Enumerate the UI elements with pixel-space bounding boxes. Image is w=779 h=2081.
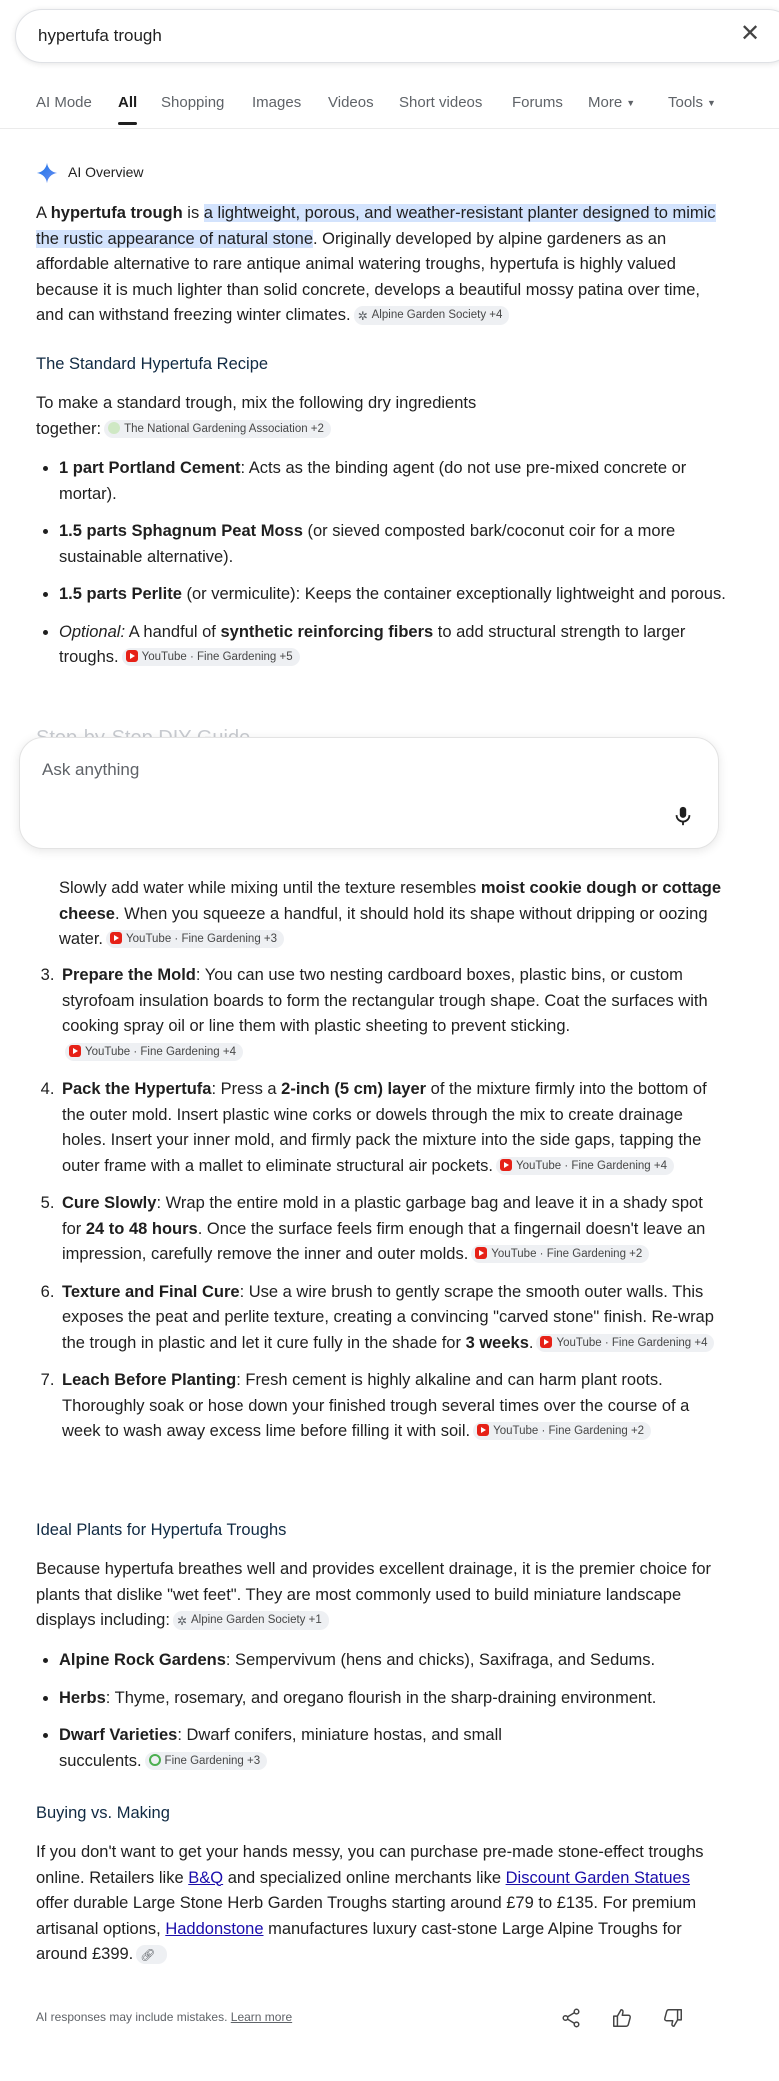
link-icon: 🔗︎ <box>140 1948 156 1962</box>
source-chip-label: Fine Gardening +3 <box>164 1754 261 1767</box>
step-text: : Use a wire brush to gently scrape the smooth outer walls. This exposes the peat and perlite texture, creating a convincing "carved stone" finish. Re-wrap the trough in plastic and let it cure fully in the shade for <box>62 1282 714 1352</box>
step-bold: 3 weeks <box>465 1333 529 1352</box>
step-text: . When you squeeze a handful, it should hold its shape without dripping or oozing water. <box>59 904 708 948</box>
item-text: : Sempervivum (hens and chicks), Saxifraga, and Sedums. <box>225 1651 656 1669</box>
item-text: to add structural strength to larger troughs. <box>59 622 686 666</box>
step-text: of the mixture firmly into the bottom of the outer mold. Insert plastic wine corks or dowels through the mix to create drainage holes. Insert your inner mold, and firmly pack the mixture into the side gaps, tapping the outer frame with a mallet to eliminate structural air pockets. <box>62 1080 707 1175</box>
recipe-intro-text: To make a standard trough, mix the following dry ingredients together: <box>36 394 477 438</box>
list-item <box>59 456 726 507</box>
list-item <box>59 1191 726 1268</box>
plants-intro <box>36 1557 726 1634</box>
list-item <box>59 1686 726 1712</box>
source-chip[interactable] <box>173 1611 329 1630</box>
search-input[interactable]: hypertufa trough <box>38 26 162 45</box>
youtube-icon <box>500 1159 512 1171</box>
youtube-icon <box>126 650 138 662</box>
item-text: : Dwarf conifers, miniature hostas, and small succulents. <box>59 1726 502 1770</box>
list-item <box>59 519 726 570</box>
buying-a: If you don't want to get your hands messy, you can purchase pre-made stone-effect troughs online. Retailers like <box>36 1843 704 1887</box>
source-chip-label: Alpine Garden Society +1 <box>190 1614 322 1626</box>
tab-tools[interactable] <box>668 94 716 111</box>
leaf-icon <box>108 422 120 434</box>
learn-more-link[interactable]: Learn more <box>230 2010 293 2024</box>
tab-forums[interactable]: Forums <box>512 94 563 111</box>
tab-short-videos[interactable]: Short videos <box>399 94 483 111</box>
overview-footer <box>36 2007 736 2031</box>
plants-intro-text: Because hypertufa breathes well and provides excellent drainage, it is the premier choice for plants that dislike "wet feet". They are most commonly used to build miniature landscape displays including: <box>36 1560 712 1629</box>
recipe-heading: The Standard Hypertufa Recipe <box>36 355 269 373</box>
buying-d: manufactures luxury cast-stone Large Alpine Troughs for around £399. <box>36 1919 682 1963</box>
thumbs-up-icon[interactable] <box>611 2007 633 2029</box>
fine-gardening-icon <box>149 1754 161 1766</box>
list-item <box>59 620 726 671</box>
intro-c: is <box>182 204 204 222</box>
step-bold: 2-inch (5 cm) layer <box>281 1080 427 1098</box>
item-bold: Alpine Rock Gardens <box>59 1651 226 1669</box>
item-bold: 1 part Portland Cement <box>59 459 241 477</box>
buying-b: and specialized online merchants like <box>223 1868 506 1887</box>
item-bold: 1.5 parts Perlite <box>59 585 182 603</box>
disclaimer-text: AI responses may include mistakes. <box>36 2010 228 2024</box>
recipe-intro <box>36 391 496 442</box>
ask-input[interactable]: Ask anything <box>42 760 140 779</box>
source-chip[interactable] <box>106 930 284 948</box>
item-text: A handful of <box>125 622 221 641</box>
step-text: : You can use two nesting cardboard boxes, plastic bins, or custom styrofoam insulation boards to form the rectangular trough shape. Coat the surfaces with cooking spray oil or line them with plastic sheeting to prevent sticking. <box>62 966 708 1035</box>
step-text: : Press a <box>211 1080 282 1098</box>
gear-icon: ✲ <box>357 309 368 323</box>
item-bold: synthetic reinforcing fibers <box>220 622 434 641</box>
tab-tools-label: Tools <box>668 94 704 111</box>
step-bold: Prepare the Mold <box>62 966 196 984</box>
youtube-icon <box>475 1247 487 1259</box>
tab-images[interactable]: Images <box>252 94 302 111</box>
source-chip[interactable] <box>145 1752 268 1770</box>
item-italic: Optional: <box>59 622 126 641</box>
step-text: : Fresh cement is highly alkaline and can harm plant roots. Thoroughly soak or hose down your finished trough several times over the course of a week to wash away excess lime before filling it with soil. <box>62 1371 690 1440</box>
source-chip[interactable] <box>104 420 331 438</box>
source-link-chip[interactable] <box>136 1945 166 1964</box>
caret-down-icon: ▼ <box>626 98 636 109</box>
list-item <box>59 963 726 1065</box>
source-chip-label: YouTube · Fine Gardening +2 <box>493 1425 645 1437</box>
source-chip-label: YouTube · Fine Gardening +4 <box>556 1336 708 1349</box>
step-text: : Wrap the entire mold in a plastic garbage bag and leave it in a shady spot for <box>62 1194 703 1238</box>
buying-text <box>36 1840 726 1968</box>
plants-list <box>36 1648 726 1786</box>
source-chip-label: Alpine Garden Society +4 <box>371 309 503 321</box>
link-haddonstone[interactable]: Haddonstone <box>165 1919 264 1938</box>
buying-heading: Buying vs. Making <box>36 1804 170 1822</box>
source-chip[interactable] <box>496 1157 674 1175</box>
step-bold: moist cookie dough or cottage cheese <box>59 879 722 923</box>
disclaimer <box>36 2010 292 2024</box>
source-chip-label: YouTube · Fine Gardening +4 <box>85 1045 236 1058</box>
list-item <box>59 1648 726 1674</box>
tab-all[interactable]: All <box>118 94 138 111</box>
intro-d: . Originally developed by alpine gardeners as an affordable alternative to rare antique animal watering troughs, hypertufa is highly valued because it is much lighter than solid concrete, develops a beautiful mossy patina over time, and can withstand freezing winter climates. <box>36 229 701 324</box>
step-text: . <box>528 1333 534 1352</box>
item-text: (or sieved composted bark/coconut coir for a more sustainable alternative). <box>59 522 676 566</box>
link-bq[interactable]: B&Q <box>188 1868 224 1887</box>
ai-overview-label: AI Overview <box>68 164 144 180</box>
caret-down-icon: ▼ <box>707 98 716 109</box>
list-item <box>59 1368 726 1445</box>
recipe-list <box>36 456 726 683</box>
list-item <box>59 1077 726 1179</box>
gemini-sparkle-icon <box>36 162 58 184</box>
ask-anything-box[interactable] <box>19 737 719 849</box>
source-chip[interactable] <box>122 648 300 666</box>
source-chip-label: YouTube · Fine Gardening +3 <box>126 933 278 945</box>
gear-icon: ✲ <box>176 1614 187 1628</box>
step-bold: Leach Before Planting <box>62 1371 237 1389</box>
item-text: (or vermiculite): Keeps the container exceptionally lightweight and porous. <box>181 585 726 603</box>
item-bold: Dwarf Varieties <box>59 1726 178 1744</box>
share-icon[interactable] <box>560 2007 582 2029</box>
tab-more-label: More <box>588 94 623 111</box>
search-bar[interactable] <box>15 9 779 63</box>
item-bold: Herbs <box>59 1688 106 1707</box>
youtube-icon <box>477 1424 489 1436</box>
tab-more[interactable] <box>588 94 635 111</box>
step-bold: 24 to 48 hours <box>85 1219 198 1238</box>
thumbs-down-icon[interactable] <box>662 2007 684 2029</box>
youtube-icon <box>540 1336 552 1348</box>
source-chip[interactable] <box>471 1245 649 1263</box>
tab-videos[interactable]: Videos <box>328 94 374 111</box>
highlighted-definition: a lightweight, porous, and weather-resistant planter designed to mimic the rustic appearance of natural stone <box>36 204 716 248</box>
intro-term: hypertufa trough <box>50 204 183 222</box>
source-chip-label: The National Gardening Association +2 <box>124 422 324 435</box>
list-item <box>59 582 726 608</box>
step-bold: Texture and Final Cure <box>62 1282 240 1301</box>
source-chip[interactable] <box>473 1422 651 1440</box>
step-continued <box>59 876 724 953</box>
steps-list <box>36 963 726 1457</box>
source-chip-label: YouTube · Fine Gardening +4 <box>516 1159 668 1172</box>
close-icon[interactable]: ✕ <box>740 20 761 47</box>
tab-shopping[interactable]: Shopping <box>161 94 225 111</box>
item-text: : Thyme, rosemary, and oregano flourish in the sharp-draining environment. <box>105 1688 657 1707</box>
source-chip-label: YouTube · Fine Gardening +2 <box>491 1248 643 1260</box>
microphone-icon[interactable] <box>672 804 694 828</box>
step-text: . Once the surface feels firm enough that a fingernail doesn't leave an impression, carefully remove the inner and outer molds. <box>62 1219 706 1263</box>
item-bold: 1.5 parts Sphagnum Peat Moss <box>59 522 303 540</box>
plants-heading: Ideal Plants for Hypertufa Troughs <box>36 1521 287 1539</box>
intro-a: A <box>36 204 51 222</box>
step-bold: Pack the Hypertufa <box>62 1080 212 1098</box>
item-text: : Acts as the binding agent (do not use pre-mixed concrete or mortar). <box>59 459 687 503</box>
step-bold: Cure Slowly <box>62 1194 157 1212</box>
buying-c: offer durable Large Stone Herb Garden Troughs starting around £79 to £135. For premium artisanal options, <box>36 1894 697 1938</box>
tab-ai-mode[interactable]: AI Mode <box>36 94 92 111</box>
youtube-icon <box>110 932 122 944</box>
source-chip[interactable] <box>65 1043 243 1061</box>
overview-intro <box>36 201 726 329</box>
youtube-icon <box>69 1045 81 1057</box>
source-chip-label: YouTube · Fine Gardening +5 <box>141 651 293 663</box>
list-item <box>59 1280 726 1357</box>
step-text: Slowly add water while mixing until the texture resembles <box>59 879 481 897</box>
source-chip[interactable] <box>354 306 510 325</box>
search-tabs <box>0 88 779 129</box>
list-item <box>59 1723 559 1774</box>
source-chip[interactable] <box>536 1334 714 1352</box>
link-discount-garden-statues[interactable]: Discount Garden Statues <box>505 1868 690 1887</box>
